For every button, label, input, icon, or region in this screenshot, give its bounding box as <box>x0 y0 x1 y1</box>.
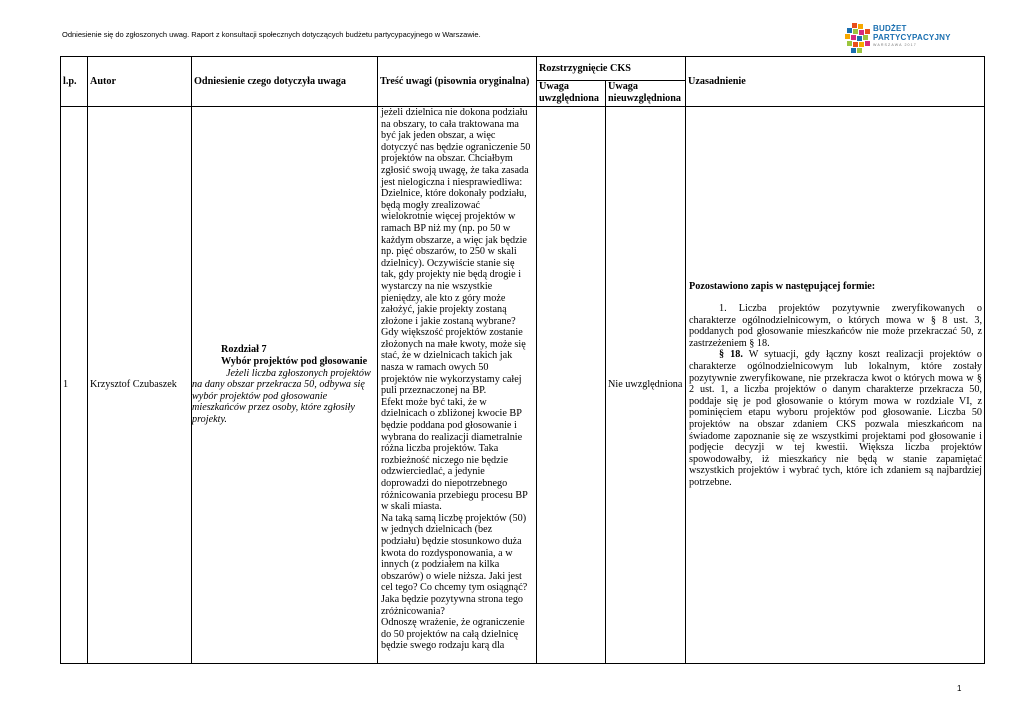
logo-line-2: PARTYCYPACYJNY <box>873 32 951 42</box>
logo-line-1: BUDŻET <box>873 24 907 33</box>
uzasadnienie-paragraph-1: 1. Liczba projektów pozytywnie zweryfikowanych o charakterze ogólnodzielnicowym, o których mowa w § 8 ust. 3, poddanych pod głosowanie mieszkańców nie może przekraczać 50, z zastrzeżeniem § 18. <box>689 303 983 349</box>
row-autor: Krzysztof Czubaszek <box>88 107 192 664</box>
header-autor: Autor <box>88 57 192 107</box>
logo-mosaic-icon <box>843 22 873 56</box>
odniesienie-chapter-title: Wybór projektów pod głosowanie <box>221 356 368 368</box>
header-lp: l.p. <box>61 57 88 107</box>
row-uwzgledniona <box>537 107 606 664</box>
header-uzasadnienie: Uzasadnienie <box>686 57 985 107</box>
page-number: 1 <box>957 684 962 693</box>
row-tresc: jeżeli dzielnica nie dokona podziału na obszary, to cała traktowana ma być jak jeden obszar, a więc dotyczyć nas będzie ograniczenie 50 projektów na obszar. Chciałbym zgłosić swoją uwagę, że taka zasada jest nielogiczna i niesprawiedliwa: Dzielnice, które dokonały podziału, będą mogły zrealizować wielokrotnie więcej projektów w ramach BP niż my (np. po 50 w każdym obszarze, a więc jak będzie np. pięć obszarów, to 250 w skali dzielnicy). Oczywiście stanie się tak, gdy projekty nie będą drogie i wystarczy na nie wszystkie pieniędzy, ale kto z góry może założyć, jakie projekty zostaną złożone i jakie zostaną wybrane? Gdy większość projektów zostanie złożonych na małe kwoty, może się stać, że w dzielnicach takich jak nasza w ramach owych 50 projektów nie wykorzystamy całej puli przeznaczonej na BP. Efekt może być taki, że w dzielnicach o zbliżonej kwocie BP będzie poddana pod głosowanie i wybrana do realizacji diametralnie różna liczba projektów. Taka rozbieżność niczego nie będzie odzwierciedlać, a jedynie doprowadzi do niepotrzebnego różnicowania przebiegu procesu BP w skali miasta. Na taką samą liczbę projektów (50) w jednych dzielnicach (bez podziału) będzie stosunkowo duża kwota do rozdysponowania, a w innych (z podziałem na kilka obszarów) o wiele niższa. Jaki jest cel tego? Co chcemy tym osiągnąć? Jaka będzie pozytywna strona tego zróżnicowania? Odnoszę wrażenie, że ograniczenie do 50 projektów na całą dzielnicę będzie swego rodzaju karą dla <box>378 107 537 664</box>
header-tresc: Treść uwagi (pisownia oryginalna) <box>378 57 537 107</box>
uzasadnienie-paragraph-2-text: W sytuacji, gdy łączny koszt realizacji projektów o charakterze ogólnodzielnicowym lub lokalnym, które zostały pozytywnie zweryfikowane, nie przekracza kwot o których mowa w § 2 ust. 1, a liczba projektów o danym charakterze przekracza 50, poddaje się je pod głosowanie o którym mowa w rozdziale VI, z pominięciem etapu wyboru projektów pod głosowanie. Liczba 50 projektów na obszar zdaniem CKS pozwala mieszkańcom na świadome zapoznanie się ze wszystkimi projektami pod głosowanie i podjęcie decyzji w tej kwestii. Większa liczba projektów spowodowałby, iż mieszkańcy nie będą w stanie zapamiętać wszystkich projektów i wybrać tych, które ich zdaniem są najbardziej potrzebne. <box>689 349 983 488</box>
header-odniesienie: Odniesienie czego dotyczyła uwaga <box>192 57 378 107</box>
document-header: Odniesienie się do zgłoszonych uwag. Raport z konsultacji społecznych dotyczących budżetu partycypacyjnego w Warszawie. <box>62 30 481 39</box>
row-odniesienie <box>192 107 378 664</box>
uzasadnienie-section-ref: § 18. <box>719 349 743 361</box>
row-nieuwzgledniona: Nie uwzględniona <box>606 107 686 664</box>
header-uwzgledniona: Uwaga uwzględniona <box>537 81 606 107</box>
uzasadnienie-title: Pozostawiono zapis w następującej formie: <box>689 281 876 293</box>
consultation-table <box>60 56 985 664</box>
odniesienie-text: Jeżeli liczba zgłoszonych projektów na dany obszar przekracza 50, odbywa się wybór projektów pod głosowanie mieszkańców przez osoby, które zgłosiły projekty. <box>192 367 371 425</box>
logo-line-3: WARSZAWA 2017 <box>873 43 917 47</box>
uzasadnienie-paragraph-2 <box>689 349 982 488</box>
header-rozstrzygniecie: Rozstrzygnięcie CKS <box>537 57 686 81</box>
row-lp: 1 <box>61 107 88 664</box>
odniesienie-chapter: Rozdział 7 <box>221 344 267 356</box>
budzet-partycypacyjny-logo <box>843 22 961 56</box>
header-nieuwzgledniona: Uwaga nieuwzględniona <box>606 81 686 107</box>
table-row <box>61 107 985 664</box>
row-uzasadnienie <box>686 107 985 664</box>
